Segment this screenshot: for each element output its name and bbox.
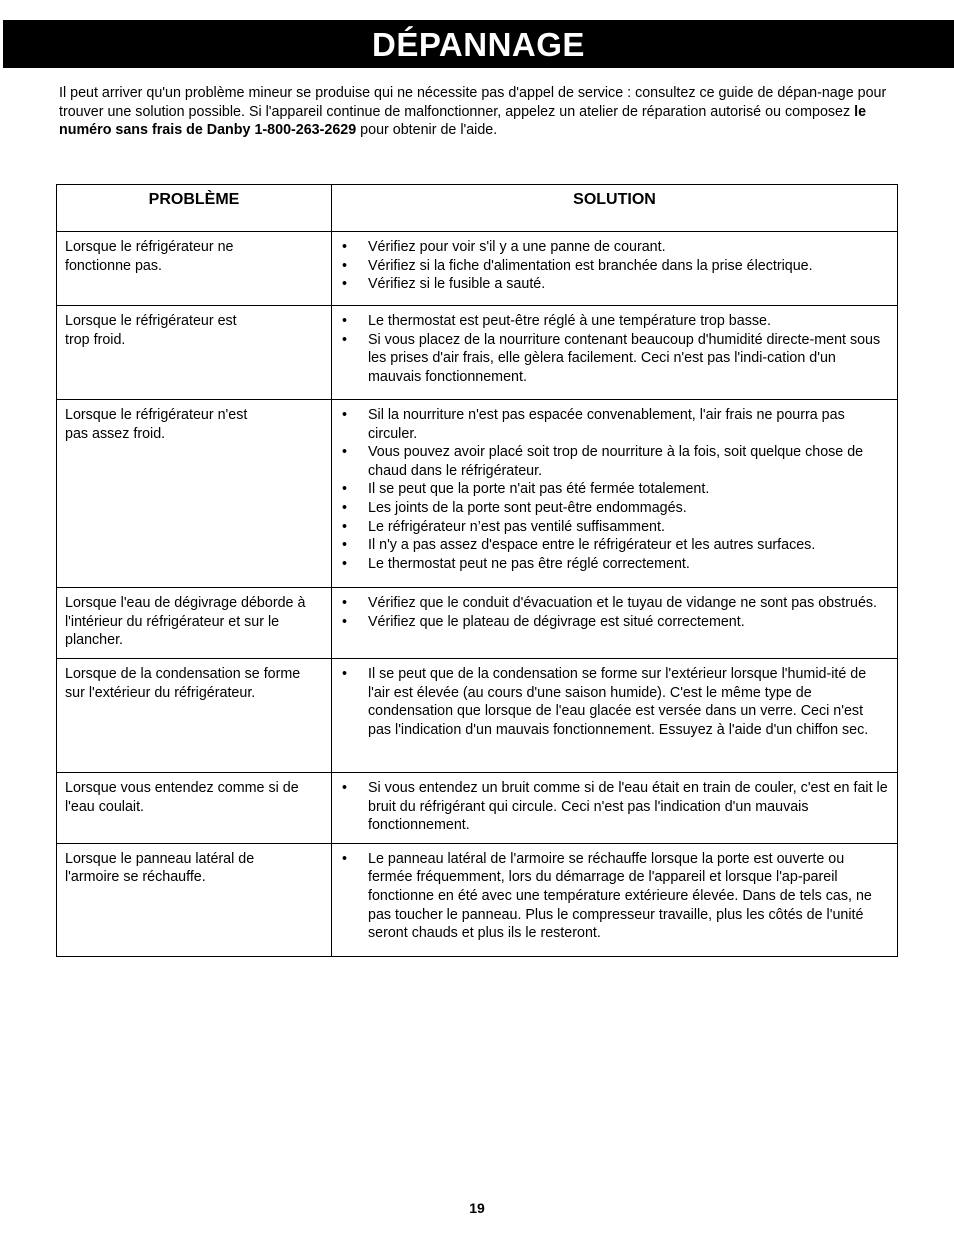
table-row [57, 306, 898, 400]
solution-item: • Il se peut que de la condensation se forme sur l'extérieur lorsque l'humid-ité de l'air est élevée (au cours d'une saison humide). C'est le même type de condensation que lorsque de l'eau glacée est versée dans un verre. Ceci n'est pas l'indication d'un mauvais fonctionnement. Essuyez à l'aide d'un chiffon sec. [340, 665, 889, 739]
solution-item: • Le panneau latéral de l'armoire se réchauffe lorsque la porte est ouverte ou fermée fréquemment, lors du démarrage de l'appareil et lorsque l'ap-pareil fonctionne en été avec une température extérieure élevée. Dans de tels cas, ne pas toucher le panneau. Plus le compresseur travaille, plus les côtés de l'unité seront chauds et plus ils le resteront. [340, 850, 889, 943]
solution-cell [332, 306, 898, 400]
solution-list [340, 238, 889, 294]
problem-cell: Lorsque l'eau de dégivrage déborde à l'intérieur du réfrigérateur et sur le plancher. [57, 588, 332, 659]
solution-item: • Vérifiez que le conduit d'évacuation et le tuyau de vidange ne sont pas obstrués. [340, 594, 889, 613]
intro-paragraph [59, 84, 901, 140]
solution-item: • Sil la nourriture n'est pas espacée convenablement, l'air frais ne pourra pas circuler. [340, 406, 889, 443]
solution-item: • Si vous placez de la nourriture contenant beaucoup d'humidité directe-ment sous les prises d'air frais, elle gèlera facilement. Ceci n'est pas l'indi-cation d'un mauvais fonctionnement. [340, 331, 889, 387]
table-header-row [57, 185, 898, 232]
header-problem: PROBLÈME [57, 185, 332, 232]
table-row [57, 659, 898, 773]
table-row [57, 843, 898, 956]
solution-item: • Vous pouvez avoir placé soit trop de nourriture à la fois, soit quelque chose de chaud dans le réfrigérateur. [340, 443, 889, 480]
solution-item: • Le thermostat peut ne pas être réglé correctement. [340, 555, 889, 574]
page-number: 19 [469, 1200, 485, 1216]
problem-cell: Lorsque le réfrigérateur ne fonctionne pas. [57, 232, 332, 306]
troubleshooting-table [56, 184, 898, 957]
problem-cell: Lorsque le réfrigérateur est trop froid. [57, 306, 332, 400]
solution-cell [332, 588, 898, 659]
problem-cell: Lorsque vous entendez comme si de l'eau coulait. [57, 773, 332, 844]
solution-cell [332, 843, 898, 956]
table-row [57, 588, 898, 659]
intro-text-start: Il peut arriver qu'un problème mineur se produise qui ne nécessite pas d'appel de service : consultez ce guide de dépan-nage pour trouver une solution possible. Si l'appareil continue de malfonctionner, appelez un atelier de réparation autorisé ou composez [59, 85, 887, 120]
solution-cell [332, 232, 898, 306]
solution-list [340, 406, 889, 573]
solution-item: • Vérifiez si la fiche d'alimentation est branchée dans la prise électrique. [340, 257, 889, 276]
title-bar [3, 20, 954, 68]
problem-cell: Lorsque le panneau latéral de l'armoire se réchauffe. [57, 843, 332, 956]
solution-item: • Le thermostat est peut-être réglé à une température trop basse. [340, 312, 889, 331]
solution-item: • Si vous entendez un bruit comme si de l'eau était en train de couler, c'est en fait le bruit du réfrigérant qui circule. Ceci n'est pas l'indication d'un mauvais fonctionnement. [340, 779, 889, 835]
intro-phone-number: le numéro sans frais de Danby 1-800-263-2629 [59, 103, 867, 138]
intro-text-end: pour obtenir de l'aide. [356, 122, 498, 138]
solution-list [340, 312, 889, 386]
solution-item: • Vérifiez pour voir s'il y a une panne de courant. [340, 238, 889, 257]
solution-item: • Vérifiez si le fusible a sauté. [340, 275, 889, 294]
solution-list [340, 594, 889, 631]
solution-list [340, 665, 889, 739]
solution-list [340, 779, 889, 835]
solution-item: • Il se peut que la porte n'ait pas été fermée totalement. [340, 480, 889, 499]
problem-cell: Lorsque le réfrigérateur n'est pas assez froid. [57, 400, 332, 588]
table-row [57, 400, 898, 588]
solution-cell [332, 400, 898, 588]
solution-cell [332, 773, 898, 844]
solution-item: • Vérifiez que le plateau de dégivrage est situé correctement. [340, 613, 889, 632]
solution-list [340, 850, 889, 943]
page-title: DÉPANNAGE [372, 25, 585, 63]
solution-item: • Il n'y a pas assez d'espace entre le réfrigérateur et les autres surfaces. [340, 536, 889, 555]
problem-cell: Lorsque de la condensation se forme sur l'extérieur du réfrigérateur. [57, 659, 332, 773]
solution-cell [332, 659, 898, 773]
header-solution: SOLUTION [332, 185, 898, 232]
table-row [57, 773, 898, 844]
solution-item: • Le réfrigérateur n’est pas ventilé suffisamment. [340, 518, 889, 537]
table-row [57, 232, 898, 306]
solution-item: • Les joints de la porte sont peut-être endommagés. [340, 499, 889, 518]
